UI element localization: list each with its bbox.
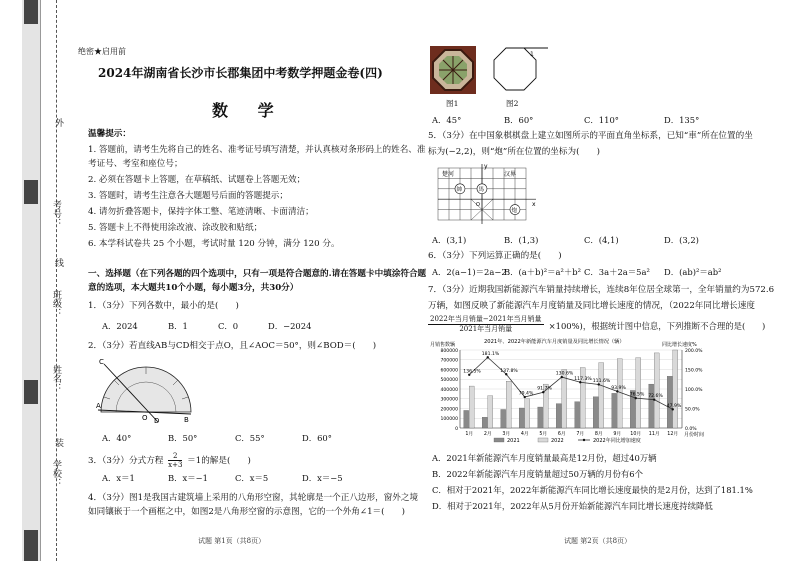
binding-strip (22, 0, 41, 561)
y2-tick-label: 50.0% (685, 407, 700, 413)
growth-data-label: 137.8% (500, 368, 518, 374)
q7-stem: 7．（3分）近期我国新能源汽车销量持续增长，连续8年位居全球第一，全年销量约为572.6 (428, 285, 775, 295)
legend-swatch-2022 (538, 438, 548, 442)
q3-option-c: C．x＝5 (235, 473, 269, 483)
notice-item: 3. 答题时，请考生注意各大题题号后面的答题提示； (88, 191, 288, 201)
q2-option-b: B．50° (168, 433, 198, 443)
q3-stem: 3．（3分）分式方程 $\frac{2}{x+3}$ ＝1的解是( ) (88, 452, 251, 469)
bar-2022 (617, 359, 622, 428)
y2-tick-label: 100.0% (685, 387, 703, 393)
q4-option-b: B．60° (504, 115, 534, 125)
q6-option-d: D．(ab)²＝ab² (664, 267, 722, 277)
y-axis-label: y (484, 163, 488, 170)
growth-data-label: 130.6% (555, 371, 574, 377)
q4-option-d: D．135° (664, 115, 700, 125)
legend-label-growth: 2022年同比增加速度 (593, 438, 641, 444)
sales-chart-svg (428, 336, 718, 448)
exam-title: 2024年湖南省长沙市长郡集团中考数学押题金卷(四) (98, 66, 383, 80)
sales-chart (428, 336, 718, 448)
seal-word: 外 (53, 118, 63, 127)
x-tick-label: 12月 (667, 432, 679, 437)
river-left: 楚河 (442, 171, 455, 178)
y2-tick-label: 200.0% (685, 348, 703, 354)
legend-swatch-2021 (494, 438, 504, 442)
notice-item: 5. 答题卡上不得使用涂改液、涂改胶和贴纸； (88, 223, 263, 233)
label-b: B (184, 416, 189, 424)
q7-option-d: D．相对于2021年，2022年从5月份开始新能源汽车同比增长速度持续降低 (432, 501, 713, 511)
x-axis-title: 月份时间 (684, 432, 705, 438)
notice-item: 4. 请勿折叠答题卡，保持字体工整、笔迹清晰、卡面清洁； (88, 207, 314, 217)
seal-word: 装 (53, 438, 63, 447)
label-d: D (154, 417, 160, 424)
notice-item: 6. 本学科试卷共 25 个小题，考试时量 120 分钟，满分 120 分。 (88, 239, 340, 249)
legend-label-2022: 2022 (551, 438, 564, 444)
growth-data-label: 79.4% (518, 391, 534, 397)
window-octagon-icon (430, 46, 476, 94)
q5-stem: 5．（3分）在中国象棋棋盘上建立如图所示的平面直角坐标系，已知“車”所在位置的坐 (428, 131, 753, 141)
origin-label: O (476, 202, 480, 208)
x-tick-label: 11月 (648, 432, 660, 437)
growth-data-label: 136.5% (463, 369, 481, 375)
seal-word: 线 (53, 258, 63, 267)
q2-option-c: C．55° (235, 433, 265, 443)
bar-2021 (501, 409, 506, 428)
binding-margin (22, 0, 68, 561)
growth-data-label: 72.6% (648, 394, 663, 400)
y-tick-label: 600000 (440, 368, 458, 374)
notice-label: 温馨提示： (88, 129, 131, 139)
q1-option-a: A．2024 (102, 321, 138, 331)
q4-stem: 如同镶嵌于一个画框之中，如图2是八角形空窗的示意图，它的一个外角∠1＝( ) (88, 507, 406, 517)
label-o: O (142, 414, 148, 422)
q6-stem: 6．（3分）下列运算正确的是( ) (428, 251, 562, 261)
bar-2021 (464, 410, 469, 428)
chart-title: 2021年、2022年新能源汽车月度销量及同比增长情况（辆） (484, 339, 625, 345)
bar-2021 (667, 376, 672, 428)
q2-stem: 2．（3分）若直线AB与CD相交于点O，且∠AOC＝50°，则∠BOD＝( ) (88, 341, 377, 351)
bar-2021 (538, 407, 543, 428)
legend-marker-growth (583, 439, 585, 441)
bar-2021 (612, 393, 617, 428)
footer-right: 试题 第2页（共8页） (564, 537, 632, 545)
class-field: 班级： (51, 290, 61, 317)
q7-option-a: A．2021年新能源汽车月度销量最高是12月份，超过40万辆 (432, 453, 657, 463)
bar-2021 (482, 417, 487, 428)
q4-option-a: A．45° (432, 115, 462, 125)
protractor-figure (96, 352, 196, 424)
notice-item: 2. 必须在答题卡上答题，在草稿纸、试题卷上答题无效； (88, 175, 306, 185)
chess-board (432, 162, 540, 228)
q7-option-b: B．2022年新能源汽车月度销量超过50万辆的月份有6个 (432, 469, 643, 479)
x-tick-label: 5月 (539, 432, 548, 437)
q4-stem: 4．（3分）图1是我国古建筑墙上采用的八角形空窗，其轮廓是一个正八边形，窗外之境 (88, 493, 419, 503)
x-axis-label: x (532, 201, 536, 208)
q6-option-b: B．(a＋b)²＝a²＋b² (504, 267, 581, 277)
q6-option-c: C．3a＋2a＝5a² (584, 267, 650, 277)
bar-2022 (469, 386, 474, 428)
q7-stem: 万辆，如图反映了新能源汽车月度销量及同比增长速度的情况，（2022年同比增长速度 (428, 301, 755, 311)
fig2-caption: 图2 (506, 99, 519, 108)
octagon-window-photo (430, 46, 476, 94)
bar-2021 (649, 384, 654, 428)
bar-2022 (488, 396, 493, 428)
q7-option-c: C．相对于2021年，2022年新能源汽车同比增长速度最快的是2月份，达到了181.1% (432, 485, 753, 495)
x-tick-label: 2月 (483, 432, 492, 437)
section-heading: 意的选项，本大题共10个小题，每小题3分，共30分） (88, 283, 299, 293)
q6-option-a: A．2(a−1)＝2a−2 (432, 267, 507, 277)
q3-option-a: A．x＝1 (102, 473, 135, 483)
piece-shuai: 帥 (456, 187, 463, 193)
bar-2022 (599, 363, 604, 428)
growth-data-label: 91.7% (537, 386, 552, 392)
angle-1-label: 1 (530, 51, 534, 58)
q5-option-c: C．(4,1) (584, 235, 619, 245)
y-axis-title: 月销售数辆 (430, 342, 456, 348)
legend-label-2021: 2021 (507, 438, 520, 444)
bar-2022 (525, 399, 530, 428)
y-tick-label: 100000 (440, 417, 458, 423)
q4-option-c: C．110° (584, 115, 619, 125)
q5-option-b: B．(1,3) (504, 235, 539, 245)
bar-2021 (575, 402, 580, 428)
q2-option-d: D．60° (302, 433, 332, 443)
growth-data-label: 111.6% (592, 378, 611, 384)
x-tick-label: 1月 (465, 432, 474, 437)
growth-data-label: 117.3% (574, 376, 592, 382)
growth-data-label: 93.9% (611, 385, 626, 391)
bar-2022 (673, 350, 678, 428)
x-tick-label: 10月 (630, 432, 642, 437)
y-tick-label: 300000 (440, 397, 458, 403)
growth-data-label: 47.9% (666, 403, 682, 409)
name-field: 姓名： (51, 365, 61, 392)
x-tick-label: 8月 (594, 432, 603, 437)
x-tick-label: 7月 (576, 432, 585, 437)
y2-axis-title: 同比增长速度% (662, 342, 697, 348)
bar-2021 (556, 404, 561, 428)
q2-option-a: A．40° (102, 433, 132, 443)
piece-ma: 馬 (478, 187, 485, 193)
growth-data-label: 76.5% (629, 392, 645, 398)
bar-2021 (519, 408, 524, 428)
school-field: 学校： (51, 460, 61, 487)
x-tick-label: 6月 (557, 432, 566, 437)
q3-option-d: D．x＝−5 (302, 473, 343, 483)
q5-stem: 标为(−2,2)，则“炮”所在位置的坐标为( ) (428, 147, 600, 157)
notice-item: 考证号、考室和座位号； (88, 159, 183, 169)
q1-option-d: D．−2024 (268, 321, 312, 331)
label-a: A (96, 402, 101, 410)
piece-pao: 炮 (511, 207, 518, 214)
x-tick-label: 3月 (502, 432, 511, 437)
q1-option-b: B．1 (168, 321, 188, 331)
exam-no-field: 考号： (51, 200, 61, 227)
y-tick-label: 0 (455, 426, 458, 432)
y-tick-label: 400000 (440, 387, 458, 393)
notice-item: 1. 答题前，请考生先将自己的姓名、准考证号填写清楚，并认真核对条形码上的姓名、准 (88, 145, 426, 155)
q3-option-b: B．x＝−1 (168, 473, 208, 483)
bar-2022 (654, 353, 659, 428)
x-tick-label: 9月 (613, 432, 622, 437)
section-heading: 一、选择题（在下列各题的四个选项中，只有一项是符合题意的.请在答题卡中填涂符合题 (88, 269, 427, 279)
bar-2022 (506, 381, 511, 428)
y-tick-label: 800000 (440, 348, 458, 354)
y2-tick-label: 0.0% (685, 426, 697, 432)
footer-left: 试题 第1页（共8页） (198, 537, 266, 545)
subject-title: 数 学 (212, 101, 286, 120)
y-tick-label: 700000 (440, 358, 458, 364)
q5-option-d: D．(3,2) (664, 235, 699, 245)
y-tick-label: 500000 (440, 378, 458, 384)
river-right: 汉界 (504, 171, 517, 178)
q1-stem: 1．（3分）下列各数中，最小的是( ) (88, 301, 239, 311)
growth-data-label: 181.1% (481, 351, 500, 357)
bar-2021 (593, 397, 598, 428)
fig1-caption: 图1 (446, 99, 459, 108)
q1-option-c: C．0 (218, 321, 239, 331)
x-tick-label: 4月 (520, 432, 529, 437)
growth-line (469, 357, 673, 409)
q7-formula: 2022年当月销量−2021年当月销量 2021年当月销量 ×100%)，根据统计图中信息，下列推断不合理的是( ) (430, 315, 766, 333)
octagon-diagram (490, 44, 552, 98)
y2-tick-label: 150.0% (685, 368, 703, 374)
secret-label: 绝密★启用前 (78, 47, 126, 56)
q5-option-a: A．(3,1) (432, 235, 467, 245)
y-tick-label: 200000 (440, 407, 458, 413)
label-c: C (99, 358, 104, 366)
